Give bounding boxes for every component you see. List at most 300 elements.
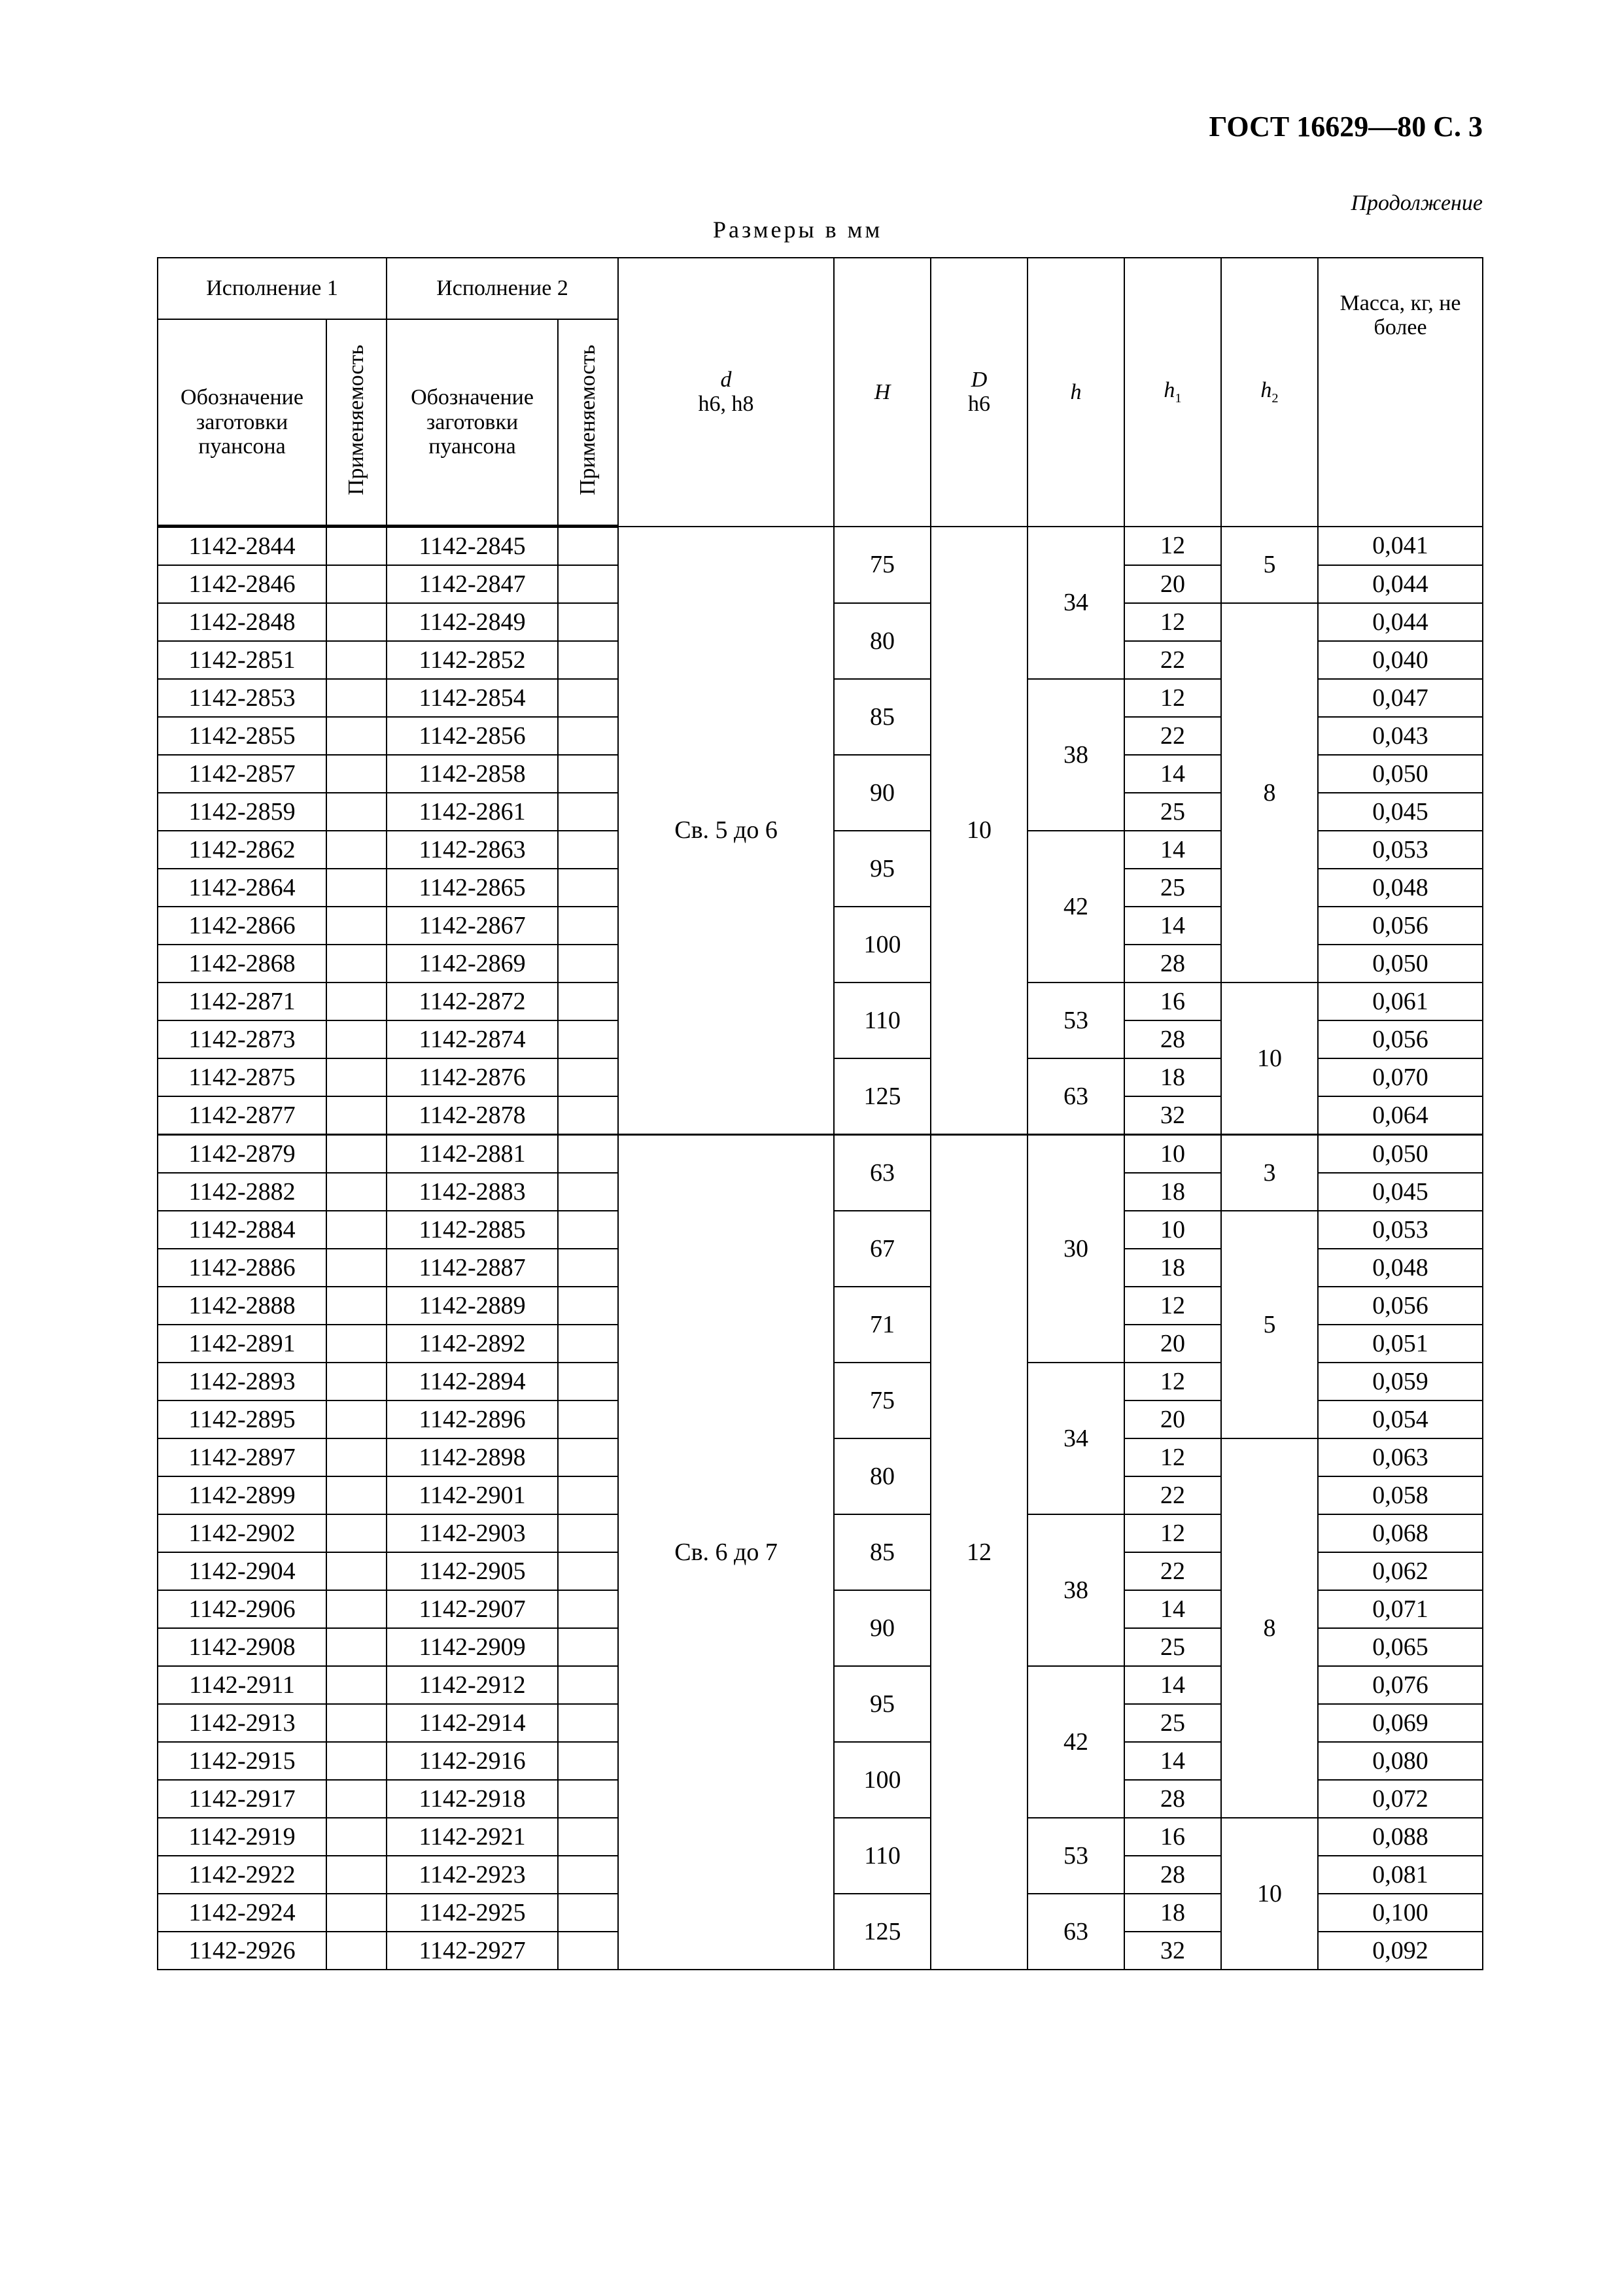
- mass-cell: 0,064: [1318, 1096, 1483, 1135]
- mass-cell: 0,068: [1318, 1514, 1483, 1552]
- applicability-v2-cell: [558, 1020, 618, 1058]
- h1-cell: 14: [1124, 1590, 1221, 1628]
- designation-v1-cell: 1142-2922: [158, 1856, 326, 1894]
- page-header: ГОСТ 16629—80 С. 3: [1209, 111, 1483, 143]
- applicability-v1-cell: [326, 831, 387, 869]
- D-cell: 12: [931, 1135, 1028, 1970]
- mass-cell: 0,044: [1318, 565, 1483, 603]
- designation-v2-cell: 1142-2872: [387, 983, 558, 1020]
- mass-cell: 0,056: [1318, 1287, 1483, 1325]
- H-header: [834, 258, 931, 527]
- h1-cell: 12: [1124, 1514, 1221, 1552]
- h1-cell: 14: [1124, 755, 1221, 793]
- applicability-v1-cell: [326, 1211, 387, 1249]
- D-symbol: D: [971, 367, 988, 392]
- applicability-v1-cell: [326, 1173, 387, 1211]
- designation-v2-cell: 1142-2912: [387, 1666, 558, 1704]
- mass-cell: 0,044: [1318, 603, 1483, 641]
- designation-v1-cell: 1142-2908: [158, 1628, 326, 1666]
- table-row: [158, 1135, 1483, 1174]
- h1-cell: 28: [1124, 1780, 1221, 1818]
- mass-cell: 0,043: [1318, 717, 1483, 755]
- h-cell: 30: [1028, 1135, 1124, 1363]
- applicability-v2-cell: [558, 1058, 618, 1096]
- designation-v1-cell: 1142-2895: [158, 1400, 326, 1438]
- designation-v1-cell: 1142-2851: [158, 641, 326, 679]
- table-body: [158, 527, 1483, 1970]
- h2-cell: 8: [1221, 603, 1318, 983]
- applicability-v2-cell: [558, 983, 618, 1020]
- variant2-header: Исполнение 2: [387, 258, 618, 319]
- table-row: [158, 527, 1483, 566]
- d-header: [618, 258, 834, 527]
- applicability-v1-cell: [326, 1249, 387, 1287]
- mass-cell: 0,054: [1318, 1400, 1483, 1438]
- applicability-v1-cell: [326, 1325, 387, 1363]
- h1-cell: 22: [1124, 641, 1221, 679]
- h1-cell: 25: [1124, 793, 1221, 831]
- h2-cell: 5: [1221, 527, 1318, 604]
- applicability-v2-cell: [558, 641, 618, 679]
- designation-v2-cell: 1142-2905: [387, 1552, 558, 1590]
- h2-cell: 3: [1221, 1135, 1318, 1211]
- applicability-v1-cell: [326, 1020, 387, 1058]
- h2-symbol: h: [1260, 378, 1272, 403]
- mass-cell: 0,059: [1318, 1363, 1483, 1400]
- designation-v1-cell: 1142-2911: [158, 1666, 326, 1704]
- dimensions-table: [157, 257, 1483, 1970]
- designation-v2-cell: 1142-2878: [387, 1096, 558, 1135]
- applicability-v1-cell: [326, 679, 387, 717]
- mass-cell: 0,056: [1318, 907, 1483, 945]
- designation-v1-cell: 1142-2902: [158, 1514, 326, 1552]
- mass-cell: 0,062: [1318, 1552, 1483, 1590]
- applicability-v2-cell: [558, 717, 618, 755]
- designation-v1-cell: 1142-2926: [158, 1932, 326, 1970]
- h1-cell: 12: [1124, 1363, 1221, 1400]
- H-cell: 90: [834, 1590, 931, 1666]
- mass-cell: 0,088: [1318, 1818, 1483, 1856]
- H-cell: 110: [834, 1818, 931, 1894]
- h2-subscript: 2: [1271, 391, 1279, 406]
- mass-cell: 0,041: [1318, 527, 1483, 566]
- applicability-v2-cell: [558, 1325, 618, 1363]
- D-header: [931, 258, 1028, 527]
- designation-v2-cell: 1142-2923: [387, 1856, 558, 1894]
- h1-cell: 14: [1124, 1666, 1221, 1704]
- h1-cell: 28: [1124, 1856, 1221, 1894]
- applicability-v1-cell: [326, 1058, 387, 1096]
- H-cell: 85: [834, 1514, 931, 1590]
- designation-v1-cell: 1142-2848: [158, 603, 326, 641]
- applicability-v2-cell: [558, 1818, 618, 1856]
- h-cell: 38: [1028, 679, 1124, 831]
- h-cell: 38: [1028, 1514, 1124, 1666]
- designation-v2-cell: 1142-2909: [387, 1628, 558, 1666]
- mass-cell: 0,053: [1318, 831, 1483, 869]
- applicability-v2-cell: [558, 1932, 618, 1970]
- d-symbol: d: [720, 367, 732, 392]
- d-tolerance: h6, h8: [698, 392, 754, 417]
- mass-cell: 0,063: [1318, 1438, 1483, 1476]
- applicability-v2-cell: [558, 1287, 618, 1325]
- H-cell: 100: [834, 907, 931, 983]
- h1-cell: 14: [1124, 831, 1221, 869]
- designation-v2-cell: 1142-2867: [387, 907, 558, 945]
- designation-v2-cell: 1142-2914: [387, 1704, 558, 1742]
- h1-cell: 32: [1124, 1096, 1221, 1135]
- applicability-v2-cell: [558, 1704, 618, 1742]
- applicability-v2-cell: [558, 793, 618, 831]
- h1-cell: 18: [1124, 1058, 1221, 1096]
- mass-cell: 0,040: [1318, 641, 1483, 679]
- h1-cell: 16: [1124, 1818, 1221, 1856]
- h-header: [1028, 258, 1124, 527]
- designation-v2-cell: 1142-2894: [387, 1363, 558, 1400]
- applicability-header-1: [326, 319, 387, 527]
- designation-v1-cell: 1142-2857: [158, 755, 326, 793]
- designation-v1-cell: 1142-2917: [158, 1780, 326, 1818]
- h1-subscript: 1: [1175, 391, 1182, 406]
- applicability-v2-cell: [558, 1742, 618, 1780]
- designation-v1-cell: 1142-2875: [158, 1058, 326, 1096]
- H-cell: 85: [834, 679, 931, 755]
- applicability-v1-cell: [326, 527, 387, 566]
- h1-cell: 32: [1124, 1932, 1221, 1970]
- designation-v1-cell: 1142-2924: [158, 1894, 326, 1932]
- applicability-v2-cell: [558, 831, 618, 869]
- designation-v1-cell: 1142-2919: [158, 1818, 326, 1856]
- H-cell: 67: [834, 1211, 931, 1287]
- designation-v1-cell: 1142-2913: [158, 1704, 326, 1742]
- designation-v2-cell: 1142-2907: [387, 1590, 558, 1628]
- applicability-v2-cell: [558, 945, 618, 983]
- applicability-v1-cell: [326, 983, 387, 1020]
- applicability-v2-cell: [558, 1666, 618, 1704]
- designation-v1-cell: 1142-2855: [158, 717, 326, 755]
- designation-header-2: Обозначение заготовки пуансона: [387, 319, 558, 527]
- applicability-v1-cell: [326, 1932, 387, 1970]
- designation-v2-cell: 1142-2876: [387, 1058, 558, 1096]
- h1-cell: 12: [1124, 527, 1221, 566]
- H-cell: 80: [834, 1438, 931, 1514]
- h1-cell: 14: [1124, 907, 1221, 945]
- applicability-v2-cell: [558, 603, 618, 641]
- designation-header-1: Обозначение заготовки пуансона: [158, 319, 326, 527]
- designation-v2-cell: 1142-2889: [387, 1287, 558, 1325]
- mass-cell: 0,048: [1318, 1249, 1483, 1287]
- designation-v1-cell: 1142-2859: [158, 793, 326, 831]
- designation-v2-cell: 1142-2927: [387, 1932, 558, 1970]
- h-cell: 63: [1028, 1058, 1124, 1135]
- designation-v2-cell: 1142-2887: [387, 1249, 558, 1287]
- h1-cell: 12: [1124, 679, 1221, 717]
- applicability-v1-cell: [326, 1780, 387, 1818]
- designation-v2-cell: 1142-2854: [387, 679, 558, 717]
- mass-header: Масса, кг, не более: [1318, 258, 1483, 527]
- designation-v1-cell: 1142-2879: [158, 1135, 326, 1174]
- applicability-v2-cell: [558, 1552, 618, 1590]
- applicability-v1-cell: [326, 1438, 387, 1476]
- h1-cell: 14: [1124, 1742, 1221, 1780]
- applicability-v1-cell: [326, 1590, 387, 1628]
- applicability-v1-cell: [326, 1894, 387, 1932]
- designation-v2-cell: 1142-2903: [387, 1514, 558, 1552]
- units-caption: Размеры в мм: [713, 217, 883, 243]
- mass-cell: 0,076: [1318, 1666, 1483, 1704]
- h1-cell: 25: [1124, 1704, 1221, 1742]
- h1-cell: 20: [1124, 1400, 1221, 1438]
- applicability-v2-cell: [558, 1135, 618, 1174]
- designation-v2-cell: 1142-2856: [387, 717, 558, 755]
- designation-v1-cell: 1142-2915: [158, 1742, 326, 1780]
- h-cell: 53: [1028, 983, 1124, 1058]
- designation-v2-cell: 1142-2901: [387, 1476, 558, 1514]
- H-cell: 95: [834, 1666, 931, 1742]
- designation-v1-cell: 1142-2866: [158, 907, 326, 945]
- mass-cell: 0,047: [1318, 679, 1483, 717]
- h-cell: 34: [1028, 527, 1124, 680]
- H-cell: 90: [834, 755, 931, 831]
- h1-symbol: h: [1164, 378, 1175, 403]
- mass-cell: 0,072: [1318, 1780, 1483, 1818]
- applicability-v1-cell: [326, 869, 387, 907]
- mass-cell: 0,045: [1318, 793, 1483, 831]
- applicability-v1-cell: [326, 717, 387, 755]
- h1-cell: 12: [1124, 1438, 1221, 1476]
- designation-v2-cell: 1142-2883: [387, 1173, 558, 1211]
- designation-v1-cell: 1142-2877: [158, 1096, 326, 1135]
- designation-v1-cell: 1142-2897: [158, 1438, 326, 1476]
- h1-cell: 12: [1124, 603, 1221, 641]
- H-cell: 100: [834, 1742, 931, 1818]
- applicability-header-2: [558, 319, 618, 527]
- applicability-v2-cell: [558, 1363, 618, 1400]
- h2-header: [1221, 258, 1318, 527]
- h1-cell: 18: [1124, 1173, 1221, 1211]
- H-cell: 63: [834, 1135, 931, 1211]
- designation-v2-cell: 1142-2847: [387, 565, 558, 603]
- h-cell: 34: [1028, 1363, 1124, 1514]
- continuation-label: Продолжение: [1351, 191, 1483, 215]
- mass-cell: 0,058: [1318, 1476, 1483, 1514]
- mass-cell: 0,061: [1318, 983, 1483, 1020]
- applicability-v2-cell: [558, 1780, 618, 1818]
- designation-v2-cell: 1142-2892: [387, 1325, 558, 1363]
- applicability-v2-cell: [558, 1628, 618, 1666]
- applicability-label-1: Применяемость: [344, 344, 368, 496]
- h1-cell: 22: [1124, 1476, 1221, 1514]
- designation-v1-cell: 1142-2891: [158, 1325, 326, 1363]
- H-cell: 71: [834, 1287, 931, 1363]
- h1-cell: 22: [1124, 1552, 1221, 1590]
- h1-cell: 25: [1124, 869, 1221, 907]
- mass-cell: 0,050: [1318, 1135, 1483, 1174]
- h1-cell: 10: [1124, 1211, 1221, 1249]
- applicability-v2-cell: [558, 907, 618, 945]
- designation-v1-cell: 1142-2906: [158, 1590, 326, 1628]
- applicability-v2-cell: [558, 1894, 618, 1932]
- applicability-v1-cell: [326, 1818, 387, 1856]
- h-symbol: h: [1070, 379, 1082, 404]
- applicability-v2-cell: [558, 1476, 618, 1514]
- applicability-v2-cell: [558, 1096, 618, 1135]
- H-symbol: H: [874, 379, 891, 404]
- h1-cell: 18: [1124, 1249, 1221, 1287]
- applicability-v2-cell: [558, 1173, 618, 1211]
- designation-v2-cell: 1142-2865: [387, 869, 558, 907]
- variant1-header: Исполнение 1: [158, 258, 387, 319]
- h1-cell: 12: [1124, 1287, 1221, 1325]
- designation-v2-cell: 1142-2861: [387, 793, 558, 831]
- h1-cell: 25: [1124, 1628, 1221, 1666]
- H-cell: 75: [834, 1363, 931, 1438]
- mass-cell: 0,065: [1318, 1628, 1483, 1666]
- applicability-v1-cell: [326, 1135, 387, 1174]
- designation-v2-cell: 1142-2885: [387, 1211, 558, 1249]
- designation-v1-cell: 1142-2846: [158, 565, 326, 603]
- applicability-v1-cell: [326, 1856, 387, 1894]
- designation-v2-cell: 1142-2881: [387, 1135, 558, 1174]
- designation-v2-cell: 1142-2852: [387, 641, 558, 679]
- designation-v1-cell: 1142-2893: [158, 1363, 326, 1400]
- mass-cell: 0,071: [1318, 1590, 1483, 1628]
- H-cell: 75: [834, 527, 931, 604]
- applicability-v2-cell: [558, 755, 618, 793]
- h1-cell: 20: [1124, 1325, 1221, 1363]
- h2-cell: 8: [1221, 1438, 1318, 1818]
- H-cell: 95: [834, 831, 931, 907]
- applicability-label-2: Применяемость: [576, 344, 600, 496]
- mass-cell: 0,053: [1318, 1211, 1483, 1249]
- designation-v1-cell: 1142-2844: [158, 527, 326, 566]
- mass-cell: 0,050: [1318, 945, 1483, 983]
- mass-cell: 0,081: [1318, 1856, 1483, 1894]
- applicability-v2-cell: [558, 1856, 618, 1894]
- designation-v1-cell: 1142-2862: [158, 831, 326, 869]
- applicability-v1-cell: [326, 1096, 387, 1135]
- h-cell: 42: [1028, 831, 1124, 983]
- applicability-v2-cell: [558, 1514, 618, 1552]
- h1-cell: 10: [1124, 1135, 1221, 1174]
- applicability-v2-cell: [558, 1438, 618, 1476]
- applicability-v2-cell: [558, 1211, 618, 1249]
- h-cell: 42: [1028, 1666, 1124, 1818]
- h1-header: [1124, 258, 1221, 527]
- applicability-v2-cell: [558, 1590, 618, 1628]
- designation-v2-cell: 1142-2845: [387, 527, 558, 566]
- h1-cell: 28: [1124, 1020, 1221, 1058]
- designation-v1-cell: 1142-2888: [158, 1287, 326, 1325]
- mass-cell: 0,070: [1318, 1058, 1483, 1096]
- mass-cell: 0,048: [1318, 869, 1483, 907]
- designation-v1-cell: 1142-2899: [158, 1476, 326, 1514]
- h2-cell: 10: [1221, 983, 1318, 1135]
- applicability-v1-cell: [326, 1400, 387, 1438]
- mass-cell: 0,069: [1318, 1704, 1483, 1742]
- h2-cell: 10: [1221, 1818, 1318, 1970]
- h2-cell: 5: [1221, 1211, 1318, 1438]
- d-cell: Св. 5 до 6: [618, 527, 834, 1135]
- designation-v2-cell: 1142-2916: [387, 1742, 558, 1780]
- designation-v2-cell: 1142-2869: [387, 945, 558, 983]
- designation-v2-cell: 1142-2898: [387, 1438, 558, 1476]
- applicability-v1-cell: [326, 907, 387, 945]
- h-cell: 63: [1028, 1894, 1124, 1970]
- designation-v2-cell: 1142-2863: [387, 831, 558, 869]
- mass-cell: 0,051: [1318, 1325, 1483, 1363]
- applicability-v1-cell: [326, 1514, 387, 1552]
- D-tolerance: h6: [968, 392, 991, 417]
- designation-v1-cell: 1142-2904: [158, 1552, 326, 1590]
- D-cell: 10: [931, 527, 1028, 1135]
- designation-v1-cell: 1142-2864: [158, 869, 326, 907]
- applicability-v1-cell: [326, 1742, 387, 1780]
- mass-cell: 0,045: [1318, 1173, 1483, 1211]
- applicability-v2-cell: [558, 1400, 618, 1438]
- designation-v2-cell: 1142-2858: [387, 755, 558, 793]
- mass-cell: 0,050: [1318, 755, 1483, 793]
- mass-cell: 0,100: [1318, 1894, 1483, 1932]
- designation-v2-cell: 1142-2874: [387, 1020, 558, 1058]
- designation-v1-cell: 1142-2868: [158, 945, 326, 983]
- applicability-v1-cell: [326, 1363, 387, 1400]
- h1-cell: 20: [1124, 565, 1221, 603]
- mass-cell: 0,092: [1318, 1932, 1483, 1970]
- applicability-v1-cell: [326, 1476, 387, 1514]
- designation-v1-cell: 1142-2873: [158, 1020, 326, 1058]
- H-cell: 125: [834, 1894, 931, 1970]
- applicability-v1-cell: [326, 1628, 387, 1666]
- applicability-v1-cell: [326, 945, 387, 983]
- designation-v1-cell: 1142-2886: [158, 1249, 326, 1287]
- designation-v2-cell: 1142-2896: [387, 1400, 558, 1438]
- h1-cell: 28: [1124, 945, 1221, 983]
- applicability-v1-cell: [326, 1287, 387, 1325]
- mass-cell: 0,056: [1318, 1020, 1483, 1058]
- h1-cell: 18: [1124, 1894, 1221, 1932]
- applicability-v1-cell: [326, 603, 387, 641]
- mass-cell: 0,080: [1318, 1742, 1483, 1780]
- h1-cell: 16: [1124, 983, 1221, 1020]
- applicability-v2-cell: [558, 679, 618, 717]
- applicability-v1-cell: [326, 641, 387, 679]
- H-cell: 125: [834, 1058, 931, 1135]
- h-cell: 53: [1028, 1818, 1124, 1894]
- H-cell: 80: [834, 603, 931, 679]
- designation-v2-cell: 1142-2918: [387, 1780, 558, 1818]
- applicability-v1-cell: [326, 755, 387, 793]
- applicability-v1-cell: [326, 1704, 387, 1742]
- designation-v2-cell: 1142-2849: [387, 603, 558, 641]
- applicability-v1-cell: [326, 565, 387, 603]
- designation-v1-cell: 1142-2871: [158, 983, 326, 1020]
- applicability-v2-cell: [558, 565, 618, 603]
- applicability-v1-cell: [326, 1666, 387, 1704]
- d-cell: Св. 6 до 7: [618, 1135, 834, 1970]
- applicability-v2-cell: [558, 527, 618, 566]
- H-cell: 110: [834, 983, 931, 1058]
- applicability-v2-cell: [558, 869, 618, 907]
- designation-v2-cell: 1142-2921: [387, 1818, 558, 1856]
- applicability-v1-cell: [326, 793, 387, 831]
- designation-v2-cell: 1142-2925: [387, 1894, 558, 1932]
- applicability-v1-cell: [326, 1552, 387, 1590]
- designation-v1-cell: 1142-2884: [158, 1211, 326, 1249]
- designation-v1-cell: 1142-2853: [158, 679, 326, 717]
- designation-v1-cell: 1142-2882: [158, 1173, 326, 1211]
- h1-cell: 22: [1124, 717, 1221, 755]
